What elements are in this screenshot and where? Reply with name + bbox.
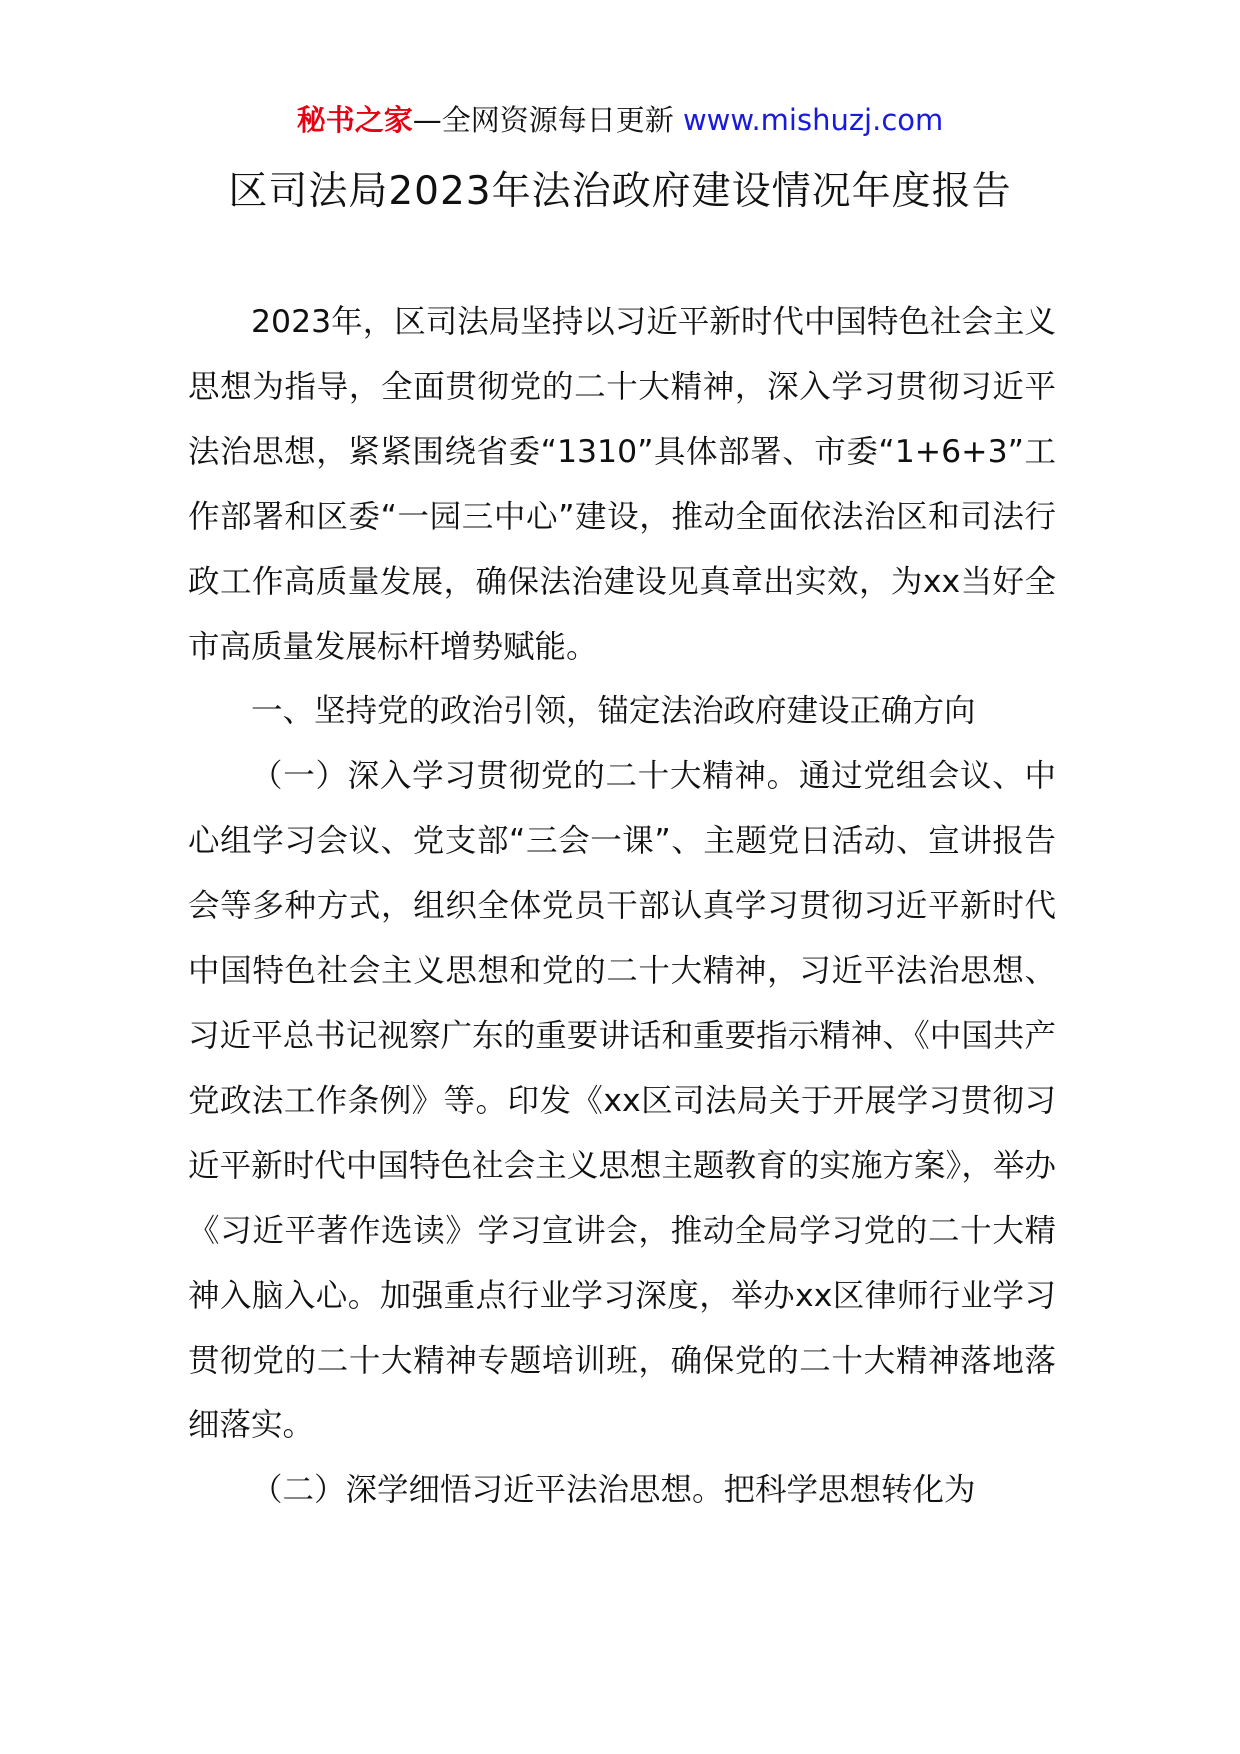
site-brand-name: 秘书之家 <box>296 103 413 137</box>
subsection-paragraph-2: （二）深学细悟习近平法治思想。把科学思想转化为 <box>251 1472 976 1509</box>
document-title: 区司法局2023年法治政府建设情况年度报告 <box>228 169 1012 214</box>
section-heading-1: 一、坚持党的政治引领，锚定法治政府建设正确方向 <box>251 693 976 730</box>
site-watermark-header <box>0 100 1240 140</box>
document-body <box>188 290 1056 1523</box>
subsection-paragraph-1: （一）深入学习贯彻党的二十大精神。通过党组会议、中心组学习会议、党支部“三会一课”、主题党日活动、宣讲报告会等多种方式，组织全体党员干部认真学习贯彻习近平新时代中国特色社会主义思想和党的二十大精神，习近平法治思想、习近平总书记视察广东的重要讲话和重要指示精神、《中国共产党政法工作条例》等。印发《xx区司法局关于开展学习贯彻习近平新时代中国特色社会主义思想主题教育的实施方案》，举办《习近平著作选读》学习宣讲会，推动全局学习党的二十大精神入脑入心。加强重点行业学习深度，举办xx区律师行业学习贯彻党的二十大精神专题培训班，确保党的二十大精神落地落细落实。 <box>188 758 1056 1444</box>
intro-paragraph: 2023年，区司法局坚持以习近平新时代中国特色社会主义思想为指导，全面贯彻党的二十大精神，深入学习贯彻习近平法治思想，紧紧围绕省委“1310”具体部署、市委“1+6+3”工作部署和区委“一园三中心”建设，推动全面依法治区和司法行政工作高质量发展，确保法治建设见真章出实效，为xx当好全市高质量发展标杆增势赋能。 <box>188 304 1056 665</box>
site-tagline: —全网资源每日更新 <box>412 103 683 137</box>
site-url-link[interactable]: www.mishuzj.com <box>682 103 944 137</box>
